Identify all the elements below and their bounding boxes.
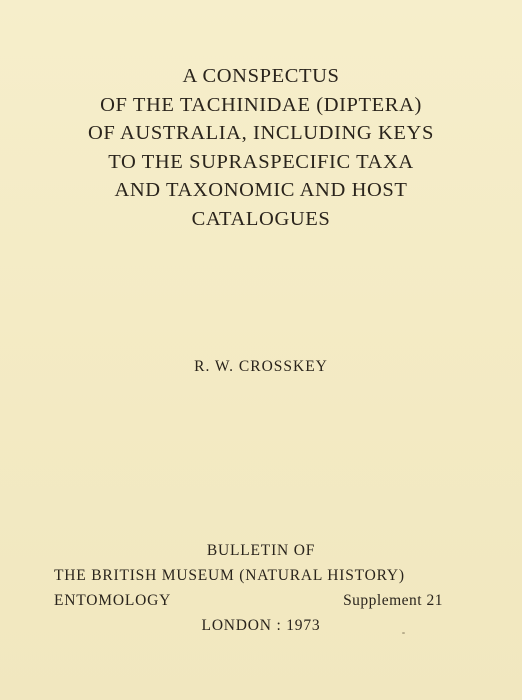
bulletin-label: BULLETIN OF [206, 542, 316, 559]
book-title [0, 62, 522, 233]
series-name: ENTOMOLOGY [54, 592, 172, 609]
museum-line-row [0, 563, 522, 588]
museum-name: THE BRITISH MUSEUM (NATURAL HISTORY) [54, 567, 405, 584]
paper-speck [402, 632, 405, 634]
supplement-number: Supplement 21 [343, 592, 443, 609]
author-name: R. W. CROSSKEY [194, 358, 328, 375]
title-line: OF THE TACHINIDAE (DIPTERA) [100, 93, 422, 116]
title-line: A CONSPECTUS [182, 65, 340, 87]
title-line: AND TAXONOMIC AND HOST [114, 179, 408, 201]
title-line: OF AUSTRALIA, INCLUDING KEYS [88, 122, 434, 144]
title-line: TO THE SUPRASPECIFIC TAXA [108, 150, 414, 173]
title-line: CATALOGUES [191, 207, 331, 230]
series-row [0, 588, 522, 613]
place-and-year: LONDON : 1973 [201, 617, 321, 634]
imprint-block [0, 538, 522, 638]
